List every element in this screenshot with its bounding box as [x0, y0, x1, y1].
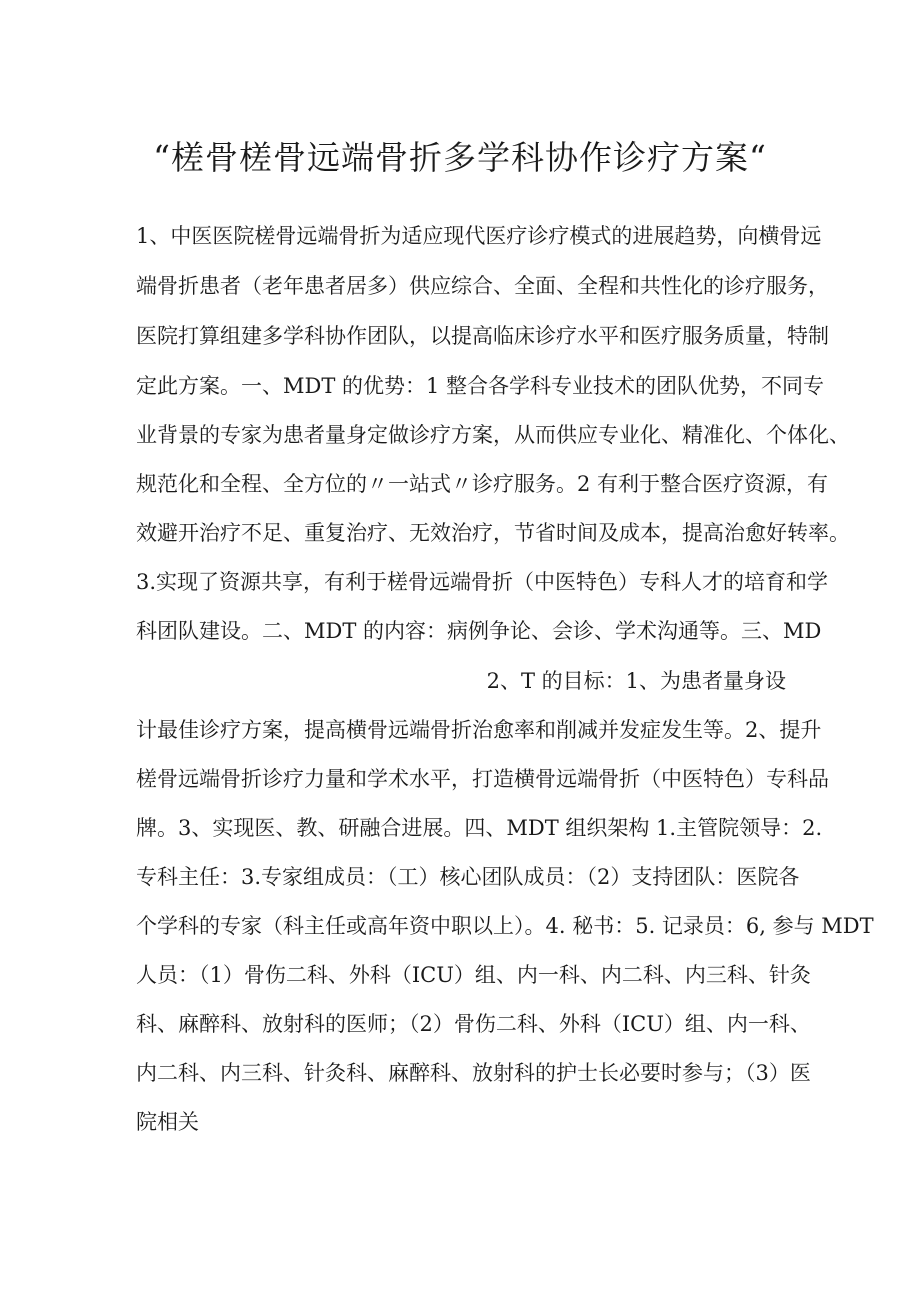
- body-line: 专科主任：3.专家组成员：（工）核心团队成员：（2）支持团队：医院各: [136, 865, 800, 889]
- body-line: 端骨折患者（老年患者居多）供应综合、全面、全程和共性化的诊疗服务，: [136, 274, 829, 298]
- body-line: 科团队建设。二、MDT 的内容：病例争论、会诊、学术沟通等。三、MD: [136, 619, 822, 643]
- body-line: 规范化和全程、全方位的〃一站式〃诊疗服务。2 有利于整合医疗资源，有: [136, 472, 829, 496]
- body-line: 个学科的专家（科主任或高年资中职以上）。4. 秘书：5. 记录员：6, 参与 MDT: [136, 914, 874, 938]
- body-line: 牌。3、实现医、教、研融合进展。四、MDT 组织架构 1.主管院领导：2.: [136, 816, 823, 840]
- section-number-line: 2、T 的目标：1、为患者量身设: [486, 669, 786, 693]
- body-line: 院相关: [136, 1110, 199, 1134]
- body-line: 3.实现了资源共享，有利于槎骨远端骨折（中医特色）专科人才的培育和学: [136, 570, 829, 594]
- body-line: 槎骨远端骨折诊疗力量和学术水平，打造横骨远端骨折（中医特色）专科品: [136, 767, 829, 791]
- body-line: 效避开治疗不足、重复治疗、无效治疗，节省时间及成本，提高治愈好转率。: [136, 521, 850, 545]
- body-line: 1、中医医院槎骨远端骨折为适应现代医疗诊疗模式的进展趋势，向横骨远: [136, 224, 822, 248]
- body-line: 定此方案。一、MDT 的优势：1 整合各学科专业技术的团队优势，不同专: [136, 374, 825, 398]
- body-line: 内二科、内三科、针灸科、麻醉科、放射科的护士长必要时参与；（3）医: [136, 1061, 811, 1085]
- body-line: 人员：（1）骨伤二科、外科（ICU）组、内一科、内二科、内三科、针灸: [136, 963, 811, 987]
- body-line: 科、麻醉科、放射科的医师；（2）骨伤二科、外科（ICU）组、内一科、: [136, 1012, 811, 1036]
- document-title: “槎骨槎骨远端骨折多学科协作诊疗方案“: [153, 138, 767, 177]
- body-line: 业背景的专家为患者量身定做诊疗方案，从而供应专业化、精准化、个体化、: [136, 423, 850, 447]
- body-line: 医院打算组建多学科协作团队，以提高临床诊疗水平和医疗服务质量，特制: [136, 324, 829, 348]
- body-line: 计最佳诊疗方案，提高横骨远端骨折治愈率和削减并发症发生等。2、提升: [136, 718, 822, 742]
